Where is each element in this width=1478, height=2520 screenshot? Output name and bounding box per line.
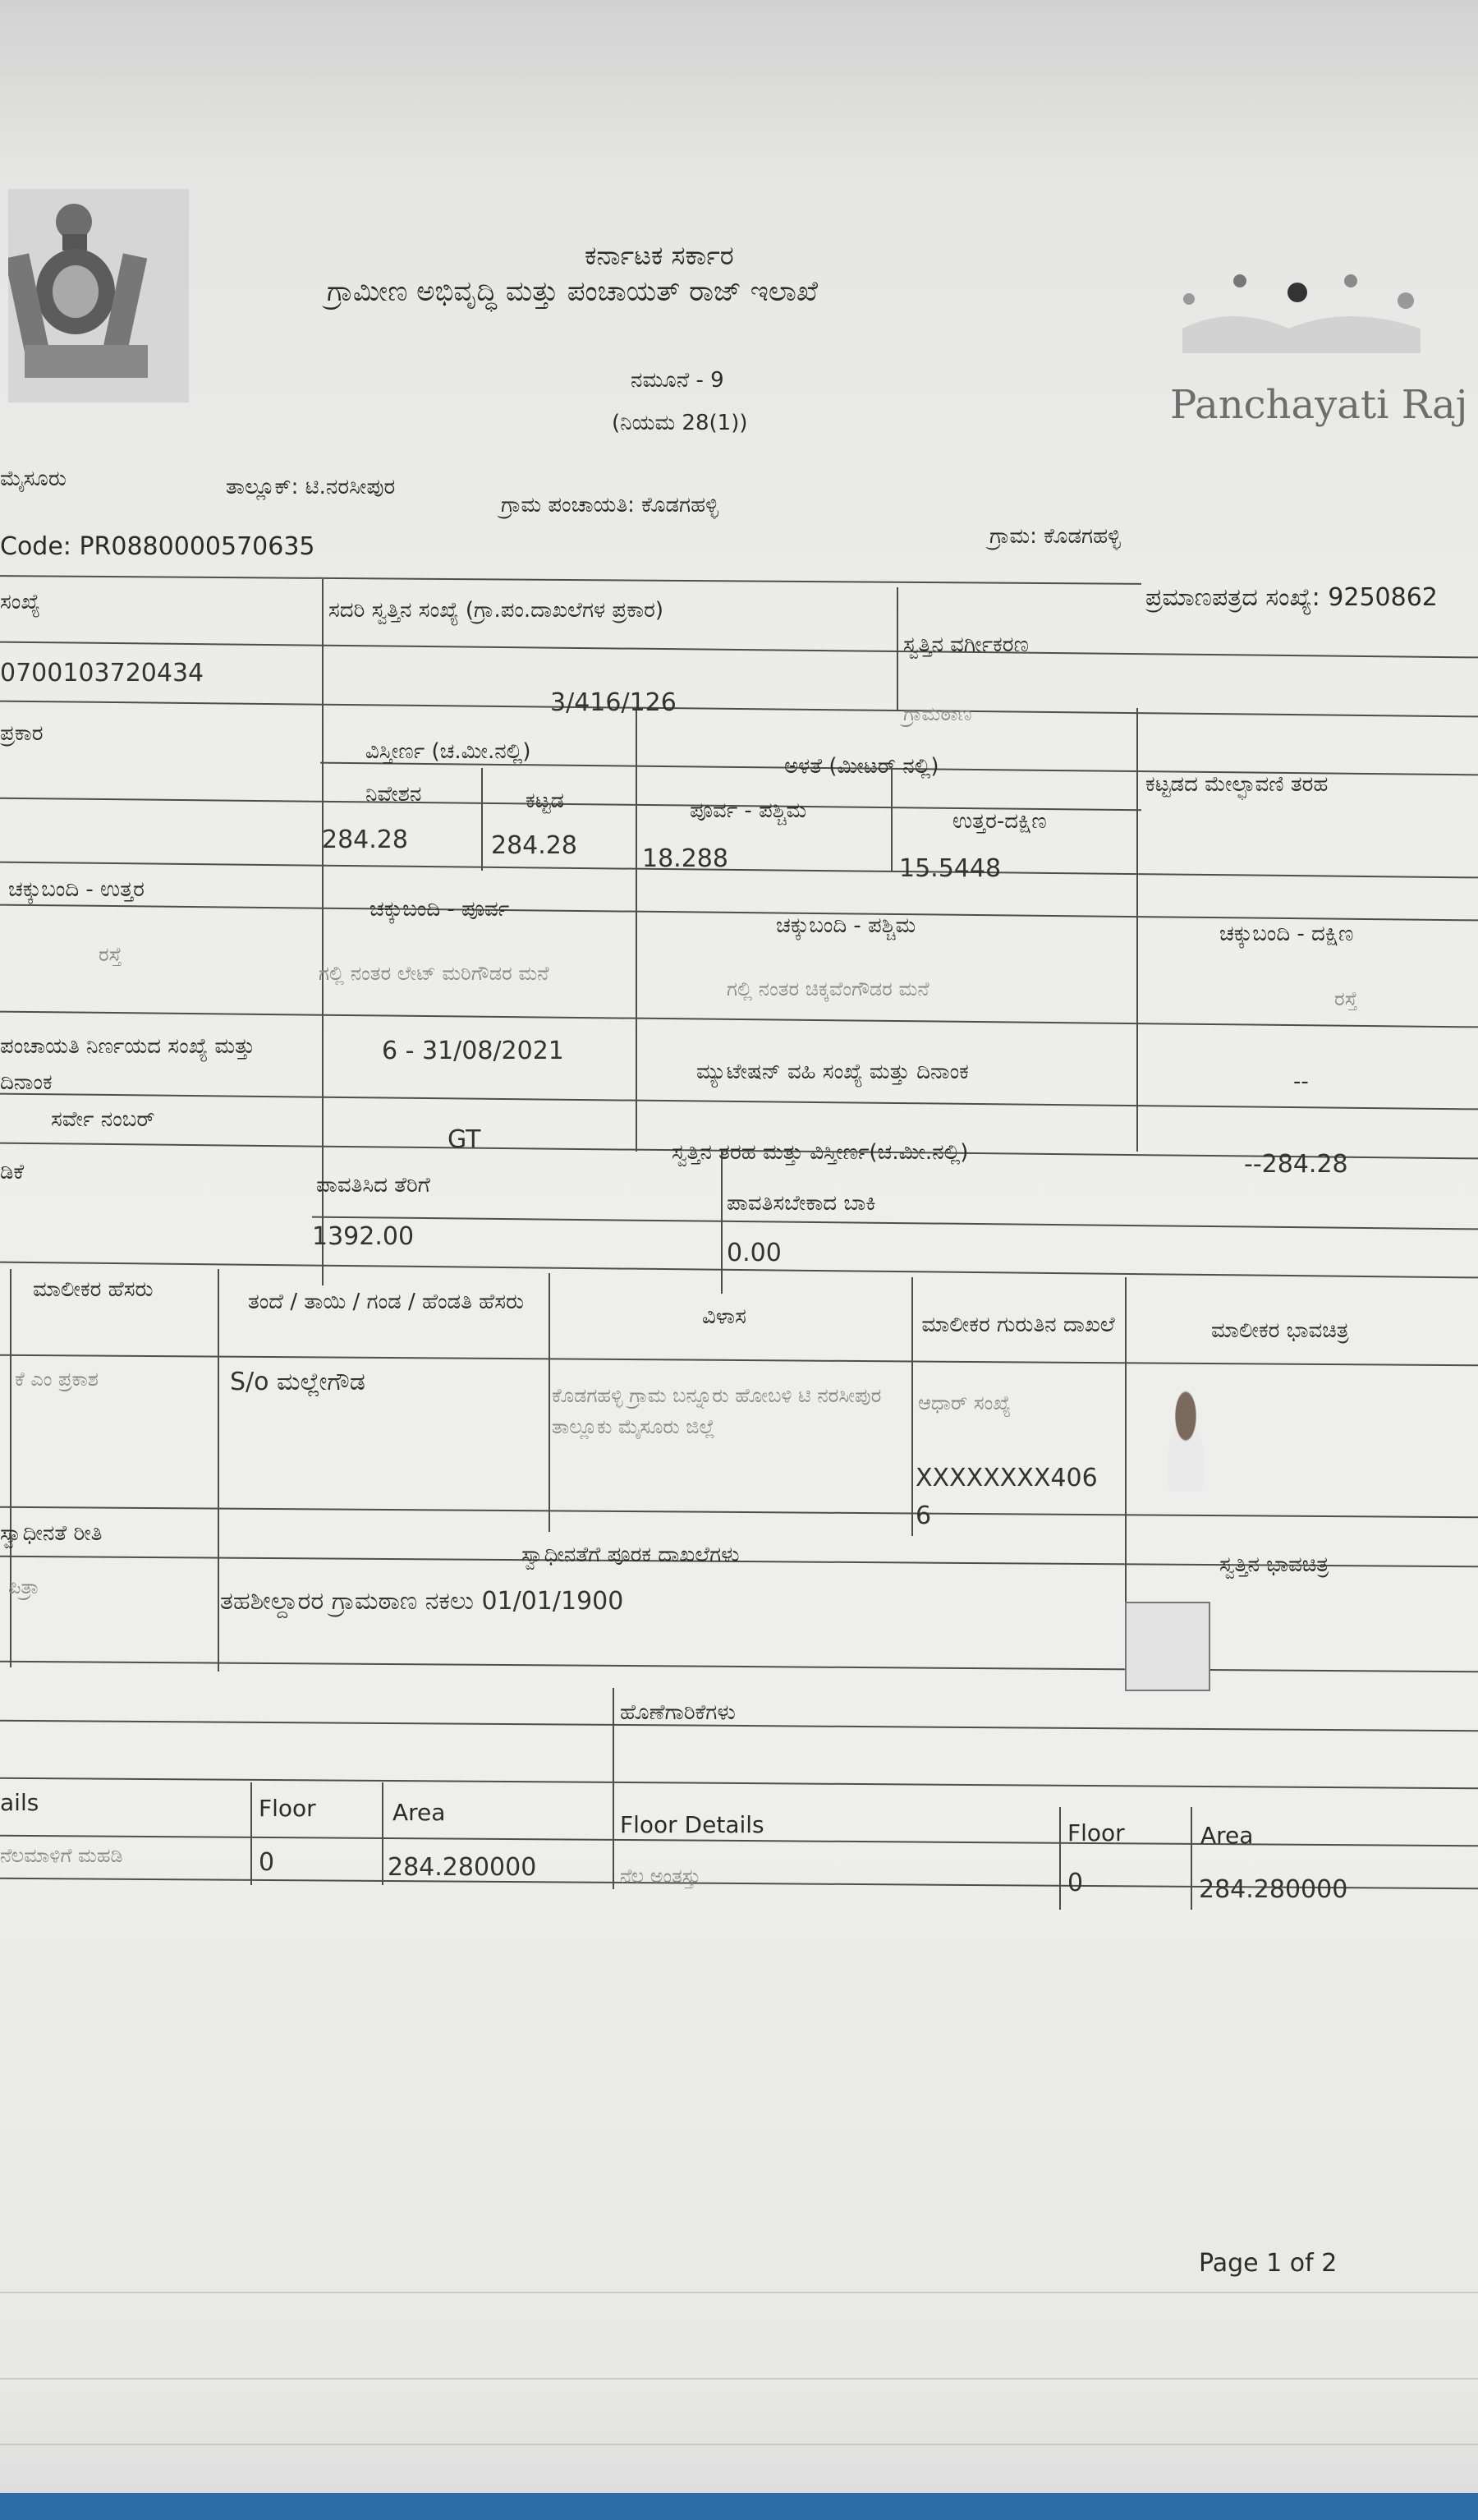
page-number: Page 1 of 2 bbox=[1199, 2249, 1338, 2278]
brand-name: Panchayati Raj bbox=[1170, 382, 1468, 428]
id-proof-type: ಆಧಾರ್ ಸಂಖ್ಯೆ bbox=[918, 1391, 1012, 1414]
grid-line bbox=[721, 1150, 723, 1294]
district: ಮೈಸೂರು bbox=[0, 467, 67, 491]
grid-line bbox=[1191, 1807, 1192, 1910]
divider bbox=[0, 2292, 1478, 2293]
header-liabilities: ಹೊಣೆಗಾರಿಕೆಗಳು bbox=[620, 1700, 736, 1725]
header-mutation: ಮ್ಯುಟೇಷನ್ ವಹಿ ಸಂಖ್ಯೆ ಮತ್ತು ದಿನಾಂಕ bbox=[696, 1060, 969, 1084]
east-west-length: 18.288 bbox=[642, 844, 728, 873]
header-extent: ವಿಸ್ತೀರ್ಣ (ಚ.ಮೀ.ನಲ್ಲಿ) bbox=[365, 739, 531, 764]
owner-address: ಕೊಡಗಹಳ್ಳಿ ಗ್ರಾಮ ಬನ್ನೂರು ಹೋಬಳಿ ಟಿ ನರಸೀಪುರ ತಾಲ್ಲೂಕು ಮೈಸೂರು ಜಿಲ್ಲೆ bbox=[552, 1384, 882, 1438]
header-resolution: ಪಂಚಾಯತಿ ನಿರ್ಣಯದ ಸಂಖ್ಯೆ ಮತ್ತು ದಿನಾಂಕ bbox=[0, 1034, 255, 1095]
header-asset-number: ಸದರಿ ಸ್ವತ್ತಿನ ಸಂಖ್ಯೆ (ಗ್ರಾ.ಪಂ.ದಾಖಲೆಗಳ ಪ್ರಕಾರ) bbox=[328, 598, 663, 623]
karnataka-emblem-icon bbox=[8, 189, 189, 402]
grid-line bbox=[613, 1688, 614, 1889]
header-category: ಸ್ವತ್ತಿನ ವರ್ಗೀಕರಣ bbox=[903, 632, 1029, 657]
tax-paid: 1392.00 bbox=[312, 1222, 415, 1251]
grid-line bbox=[897, 587, 898, 710]
category: ಗ್ರಾಮಠಾಣ bbox=[903, 702, 972, 725]
grid-line bbox=[1059, 1807, 1061, 1910]
header-id-proof: ಮಾಲೀಕರ ಗುರುತಿನ ದಾಖಲೆ bbox=[921, 1313, 1115, 1337]
header-area-right: Area bbox=[1200, 1822, 1254, 1849]
header-owner-photo: ಮಾಲೀಕರ ಭಾವಚಿತ್ರ bbox=[1211, 1318, 1349, 1343]
header-area-left: Area bbox=[392, 1799, 446, 1826]
site-area: 284.28 bbox=[322, 825, 408, 854]
property-code: Code: PR0880000570635 bbox=[0, 532, 315, 561]
possession-docs: ತಹಶೀಲ್ದಾರರ ಗ್ರಾಮಠಾಣ ನಕಲು 01/01/1900 bbox=[220, 1587, 624, 1616]
bottom-strip bbox=[0, 2493, 1478, 2520]
divider bbox=[0, 2444, 1478, 2445]
grid-line bbox=[0, 862, 1478, 879]
header-building: ಕಟ್ಟಡ bbox=[526, 789, 565, 813]
grid-line bbox=[312, 1216, 1478, 1230]
floor-area-right: 284.280000 bbox=[1199, 1875, 1348, 1904]
id-proof-number: XXXXXXXX406 bbox=[916, 1464, 1098, 1492]
header-tax-due: ಪಾವತಿಸಬೇಕಾದ ಬಾಕಿ bbox=[727, 1191, 876, 1216]
header-east-west: ಪೂರ್ವ - ಪಶ್ಚಿಮ bbox=[690, 798, 807, 823]
header-floor-details-left: ails bbox=[0, 1789, 39, 1816]
header-asset-area: ಸ್ವತ್ತಿನ ತರಹ ಮತ್ತು ವಿಸ್ತೀರ್ಣ(ಚ.ಮೀ.ನಲ್ಲಿ) bbox=[672, 1140, 969, 1165]
grid-line bbox=[250, 1782, 252, 1885]
certificate-number: ಪ್ರಮಾಣಪತ್ರದ ಸಂಖ್ಯೆ: 9250862 bbox=[1145, 583, 1438, 612]
grid-line bbox=[0, 1661, 1478, 1673]
floor-detail-left: ನೆಲಮಾಳಿಗೆ ಮಹಡಿ bbox=[0, 1844, 123, 1867]
possession-method: ಪಿತ್ರಾ bbox=[8, 1575, 39, 1598]
floor-area-left: 284.280000 bbox=[388, 1853, 537, 1882]
village: ಗ್ರಾಮ: ಕೊಡಗಹಳ್ಳಿ bbox=[989, 524, 1121, 549]
header-type: ಪ್ರಕಾರ bbox=[0, 721, 44, 746]
header-property-photo: ಸ್ವತ್ತಿನ ಭಾವಚಿತ್ರ bbox=[1219, 1552, 1329, 1577]
header-boundary-north: ಚಕ್ಕುಬಂದಿ - ಉತ್ತರ bbox=[8, 877, 145, 902]
grid-line bbox=[0, 1720, 1478, 1732]
grid-line bbox=[10, 1269, 11, 1667]
grid-line bbox=[0, 904, 1478, 922]
panchayati-raj-logo-icon bbox=[1174, 271, 1437, 370]
grid-line bbox=[911, 1277, 913, 1536]
north-south-length: 15.5448 bbox=[899, 854, 1002, 883]
tax-due: 0.00 bbox=[727, 1239, 782, 1267]
header-north-south: ಉತ್ತರ-ದಕ್ಷಿಣ bbox=[952, 809, 1047, 834]
floor-number-right: 0 bbox=[1067, 1869, 1084, 1897]
grid-line bbox=[382, 1782, 383, 1885]
boundary-west: ಗಲ್ಲಿ ನಂತರ ಚಿಕ್ಕವೆಂಗೌಡರ ಮನೆ bbox=[727, 977, 929, 1000]
id-proof-number-tail: 6 bbox=[916, 1501, 932, 1530]
header-boundary-south: ಚಕ್ಕುಬಂದಿ - ದಕ್ಷಿಣ bbox=[1219, 922, 1354, 946]
taluk: ತಾಲ್ಲೂಕ್: ಟಿ.ನರಸೀಪುರ bbox=[226, 475, 396, 499]
header-site: ನಿವೇಶನ bbox=[365, 782, 422, 807]
rule-number: (ನಿಯಮ 28(1)) bbox=[612, 411, 748, 435]
grid-line bbox=[636, 708, 637, 1152]
header-father-name: ತಂದೆ / ತಾಯಿ / ಗಂಡ / ಹೆಂಡತಿ ಹೆಸರು bbox=[247, 1290, 525, 1314]
gram-panchayat: ಗ್ರಾಮ ಪಂಚಾಯತಿ: ಕೊಡಗಹಳ್ಳಿ bbox=[501, 493, 718, 517]
grid-line bbox=[549, 1273, 550, 1532]
resolution-value: 6 - 31/08/2021 bbox=[382, 1037, 564, 1065]
header-floor-left: Floor bbox=[259, 1795, 316, 1822]
grid-line bbox=[0, 575, 1141, 585]
boundary-east: ಗಲ್ಲಿ ನಂತರ ಲೇಟ್ ಮರಿಗೌಡರ ಮನೆ bbox=[319, 962, 549, 985]
header-tax: ಡಿಕೆ bbox=[0, 1160, 25, 1184]
asset-area-value: --284.28 bbox=[1244, 1150, 1348, 1179]
mutation-value: -- bbox=[1293, 1069, 1309, 1094]
header-floor-right: Floor bbox=[1067, 1819, 1125, 1846]
header-boundary-east: ಚಕ್ಕುಬಂದಿ - ಪೂರ್ವ bbox=[370, 897, 510, 922]
property-photo bbox=[1125, 1602, 1210, 1691]
floor-detail-right: ನೆಲ ಅಂತಸ್ತು bbox=[620, 1865, 701, 1888]
grid-line bbox=[481, 768, 483, 871]
grid-line bbox=[0, 1354, 1478, 1367]
boundary-south: ರಸ್ತೆ bbox=[1334, 987, 1358, 1010]
survey-value: GT bbox=[448, 1125, 481, 1154]
header-boundary-west: ಚಕ್ಕುಬಂದಿ - ಪಶ್ಚಿಮ bbox=[776, 913, 916, 938]
grid-line bbox=[0, 1777, 1478, 1790]
header-building-type: ಕಟ್ಟಡದ ಮೇಲ್ಛಾವಣಿ ತರಹ bbox=[1145, 772, 1329, 797]
boundary-north: ರಸ್ತೆ bbox=[99, 943, 122, 966]
header-dimension: ಅಳತೆ (ಮೀಟರ್ ನಲ್ಲಿ) bbox=[784, 754, 939, 779]
building-area: 284.28 bbox=[491, 831, 577, 860]
gov-title: ಕರ್ನಾಟಕ ಸರ್ಕಾರ bbox=[585, 240, 734, 271]
floor-number-left: 0 bbox=[259, 1848, 275, 1877]
header-id: ಸಂಖ್ಯೆ bbox=[0, 590, 40, 614]
father-name: S/o ಮಲ್ಲೇಗೌಡ bbox=[230, 1368, 365, 1396]
header-possession-docs: ಸ್ವಾಧೀನತೆಗೆ ಪೂರಕ ದಾಖಲೆಗಳು bbox=[521, 1543, 740, 1567]
grid-line bbox=[0, 641, 1478, 659]
header-address: ವಿಳಾಸ bbox=[702, 1304, 746, 1329]
grid-line bbox=[0, 1506, 1478, 1519]
divider bbox=[0, 2378, 1478, 2380]
dept-title: ಗ್ರಾಮೀಣ ಅಭಿವೃದ್ಧಿ ಮತ್ತು ಪಂಚಾಯತ್ ರಾಜ್ ಇಲಾಖೆ bbox=[327, 275, 818, 308]
header-owner-name: ಮಾಲೀಕರ ಹೆಸರು bbox=[33, 1277, 154, 1302]
form-number: ನಮೂನೆ - 9 bbox=[631, 368, 724, 393]
grid-line bbox=[1136, 708, 1138, 1152]
header-survey: ಸರ್ವೇ ನಂಬರ್ bbox=[51, 1107, 155, 1132]
header-floor-details-right: Floor Details bbox=[620, 1811, 764, 1838]
grid-line bbox=[0, 701, 1478, 718]
header-possession-method: ಸ್ವಾಧೀನತೆ ರೀತಿ bbox=[0, 1521, 103, 1546]
owner-photo bbox=[1154, 1384, 1218, 1491]
grid-line bbox=[0, 1011, 1478, 1028]
header-tax-paid: ಪಾವತಿಸಿದ ತೆರಿಗೆ bbox=[316, 1173, 430, 1198]
property-id: 0700103720434 bbox=[0, 659, 204, 687]
asset-number: 3/416/126 bbox=[550, 688, 677, 717]
grid-line bbox=[218, 1269, 219, 1672]
grid-line bbox=[891, 768, 893, 871]
owner-name: ಕೆ ಎಂ ಪ್ರಕಾಶ bbox=[15, 1368, 99, 1391]
